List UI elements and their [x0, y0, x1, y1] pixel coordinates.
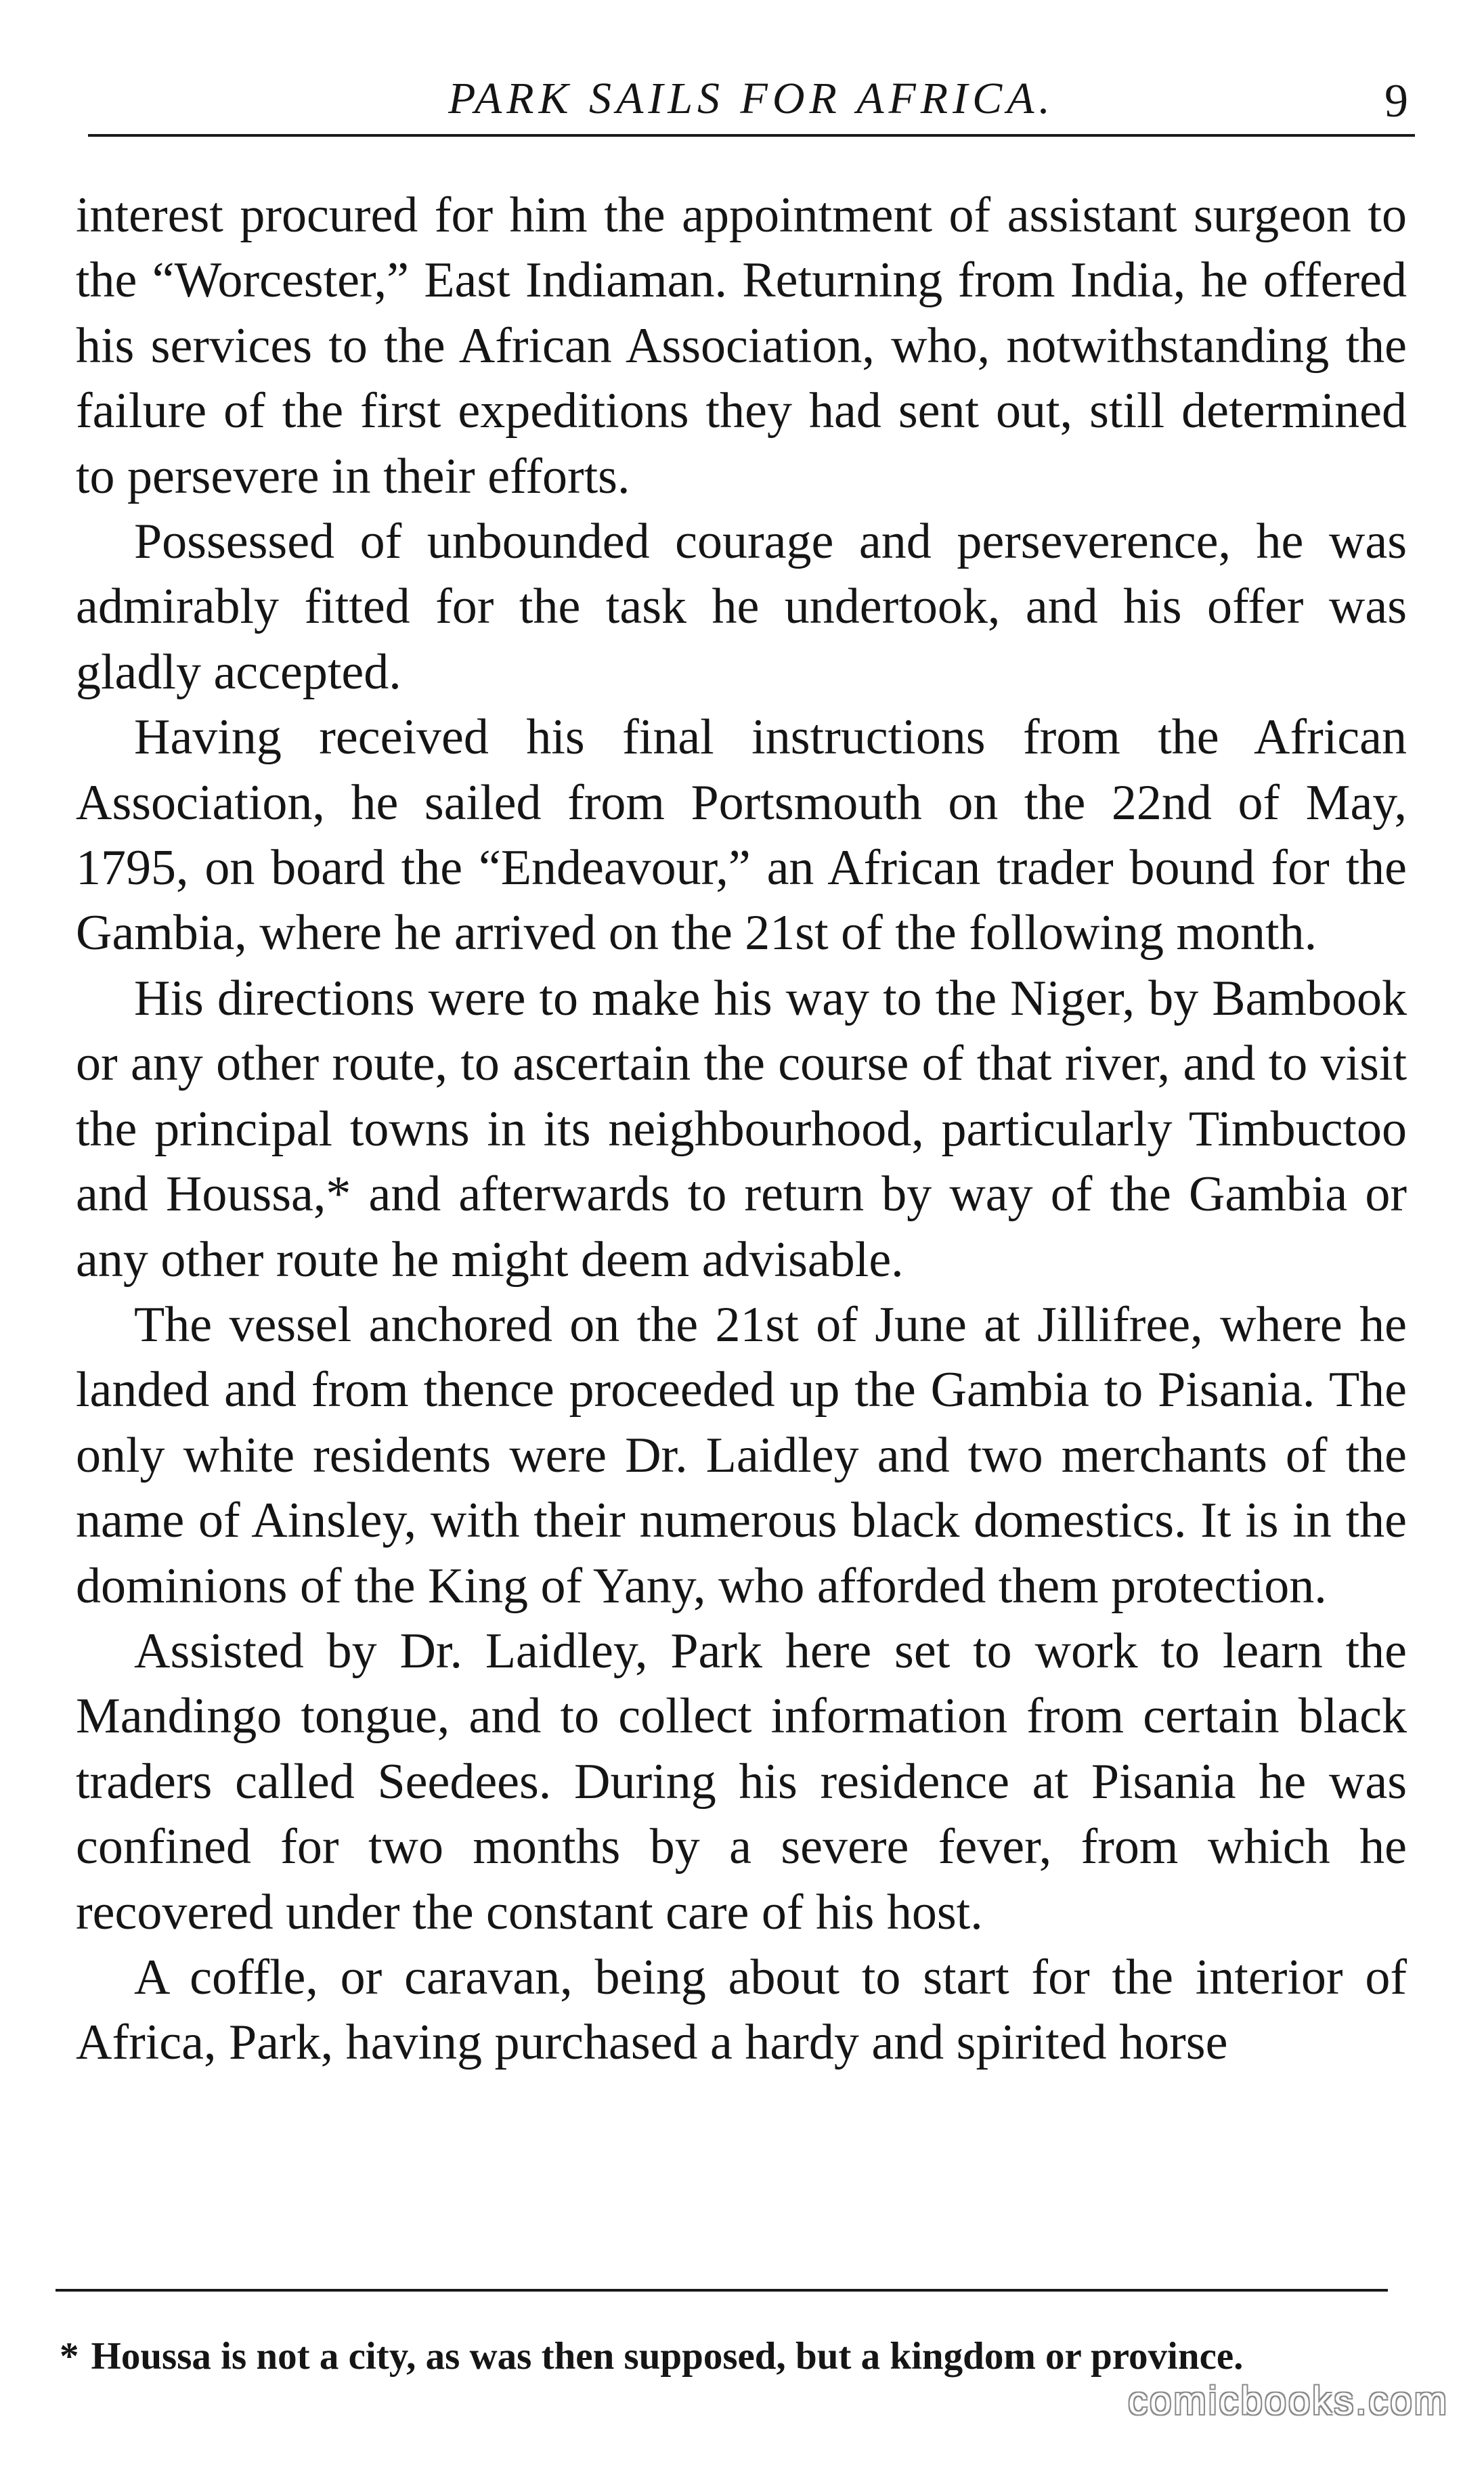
running-title: PARK SAILS FOR AFRICA. — [448, 74, 1055, 123]
paragraph-7: A coffle, or caravan, being about to start for the interior of Africa, Park, having purchased a hardy and spirited horse — [76, 1949, 1407, 2071]
footnote-marker: * — [60, 2335, 79, 2378]
footnote-text: Houssa is not a city, as was then supposed, but a kingdom or province. — [91, 2335, 1244, 2378]
paragraph-1: interest procured for him the appointment of assistant surgeon to the “Worcester,” East Indiaman. Returning from India, he offered his services to the African Association, who, notwithstanding the failure of the first expeditions they had sent out, still determined to persevere in their efforts. — [76, 188, 1407, 504]
paragraph-6: Assisted by Dr. Laidley, Park here set to work to learn the Mandingo tongue, and to collect information from certain black traders called Seedees. During his residence at Pisania he was confined for two months by a severe fever, from which he recovered under the constant care of his host. — [76, 1623, 1407, 1940]
page-number: 9 — [1384, 75, 1408, 127]
paragraph-2: Possessed of unbounded courage and perseverence, he was admirably fitted for the task he undertook, and his offer was gladly accepted. — [76, 514, 1407, 700]
footnote-rule — [56, 2289, 1388, 2292]
body-text — [76, 183, 1407, 2076]
paragraph-5: The vessel anchored on the 21st of June at Jillifree, where he landed and from thence proceeded up the Gambia to Pisania. The only white residents were Dr. Laidley and two merchants of the name of Ainsley, with their numerous black domestics. It is in the dominions of the King of Yany, who afforded them protection. — [76, 1296, 1407, 1614]
header-rule — [88, 134, 1415, 137]
watermark-logo: comicbooks.com — [1128, 2379, 1449, 2423]
paragraph-4: His directions were to make his way to the Niger, by Bambook or any other route, to ascertain the course of that river, and to visit the principal towns in its neighbourhood, particularly Timbuctoo and Houssa,* and afterwards to return by way of the Gambia or any other route he might deem advisable. — [76, 970, 1407, 1288]
running-header — [88, 62, 1415, 144]
footnote — [60, 2333, 1414, 2380]
paragraph-3: Having received his final instructions from the African Association, he sailed from Portsmouth on the 22nd of May, 1795, on board the “Endeavour,” an African trader bound for the Gambia, where he arrived on the 21st of the following month. — [76, 709, 1407, 961]
